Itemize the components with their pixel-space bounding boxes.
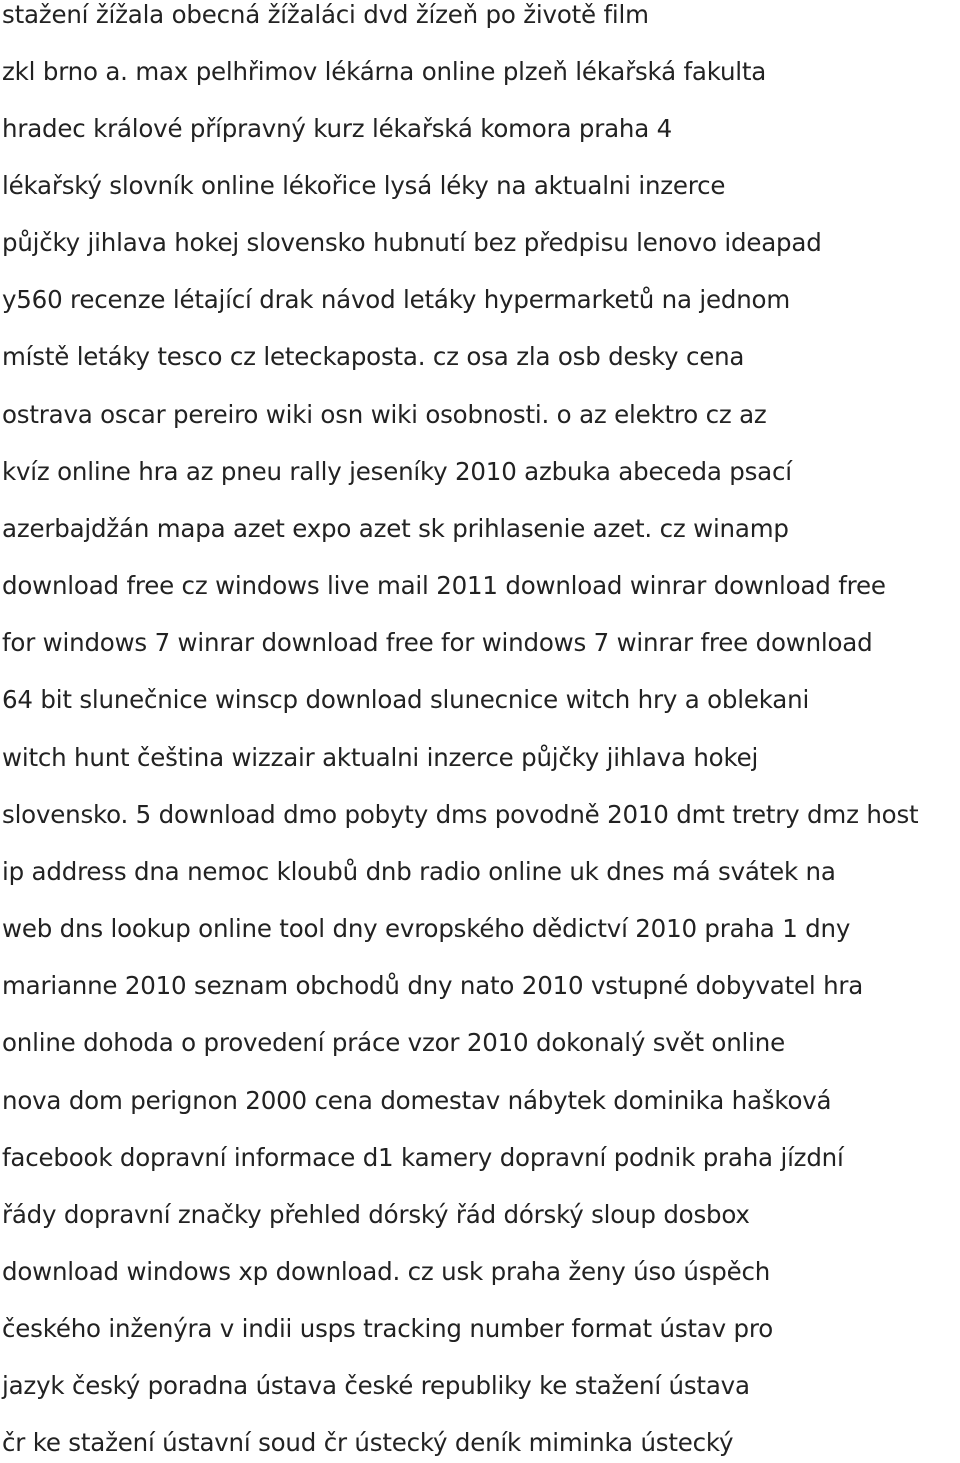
text-line: web dns lookup online tool dny evropského dědictví 2010 praha 1 dny xyxy=(2,914,851,943)
text-line: slovensko. 5 download dmo pobyty dms povodně 2010 dmt tretry dmz host xyxy=(2,800,919,829)
text-line: zkl brno a. max pelhřimov lékárna online plzeň lékařská fakulta xyxy=(2,57,767,86)
text-line: půjčky jihlava hokej slovensko hubnutí bez předpisu lenovo ideapad xyxy=(2,228,822,257)
text-line: řády dopravní značky přehled dórský řád dórský sloup dosbox xyxy=(2,1200,750,1229)
text-line: českého inženýra v indii usps tracking number format ústav pro xyxy=(2,1314,773,1343)
text-line: facebook dopravní informace d1 kamery dopravní podnik praha jízdní xyxy=(2,1143,844,1172)
text-line: místě letáky tesco cz leteckaposta. cz osa zla osb desky cena xyxy=(2,342,745,371)
text-line: online dohoda o provedení práce vzor 2010 dokonalý svět online xyxy=(2,1028,785,1057)
text-line: ostrava oscar pereiro wiki osn wiki osobnosti. o az elektro cz az xyxy=(2,400,767,429)
text-line: kvíz online hra az pneu rally jeseníky 2010 azbuka abeceda psací xyxy=(2,457,792,486)
text-line: hradec králové přípravný kurz lékařská komora praha 4 xyxy=(2,114,673,143)
text-line: stažení žížala obecná žížaláci dvd žízeň po životě film xyxy=(2,0,649,29)
text-line: download free cz windows live mail 2011 download winrar download free xyxy=(2,571,886,600)
text-line: nova dom perignon 2000 cena domestav nábytek dominika hašková xyxy=(2,1086,832,1115)
text-line: čr ke stažení ústavní soud čr ústecký deník miminka ústecký xyxy=(2,1428,734,1457)
text-line: lékařský slovník online lékořice lysá léky na aktualni inzerce xyxy=(2,171,726,200)
text-line: y560 recenze létající drak návod letáky hypermarketů na jednom xyxy=(2,285,791,314)
text-line: download windows xp download. cz usk praha ženy úso úspěch xyxy=(2,1257,771,1286)
text-line: ip address dna nemoc kloubů dnb radio online uk dnes má svátek na xyxy=(2,857,836,886)
text-line: witch hunt čeština wizzair aktualni inzerce půjčky jihlava hokej xyxy=(2,743,759,772)
text-line: 64 bit slunečnice winscp download slunecnice witch hry a oblekani xyxy=(2,685,810,714)
text-line: marianne 2010 seznam obchodů dny nato 2010 vstupné dobyvatel hra xyxy=(2,971,864,1000)
text-line: jazyk český poradna ústava české republiky ke stažení ústava xyxy=(2,1371,750,1400)
text-line: for windows 7 winrar download free for windows 7 winrar free download xyxy=(2,628,873,657)
text-line: azerbajdžán mapa azet expo azet sk prihlasenie azet. cz winamp xyxy=(2,514,789,543)
